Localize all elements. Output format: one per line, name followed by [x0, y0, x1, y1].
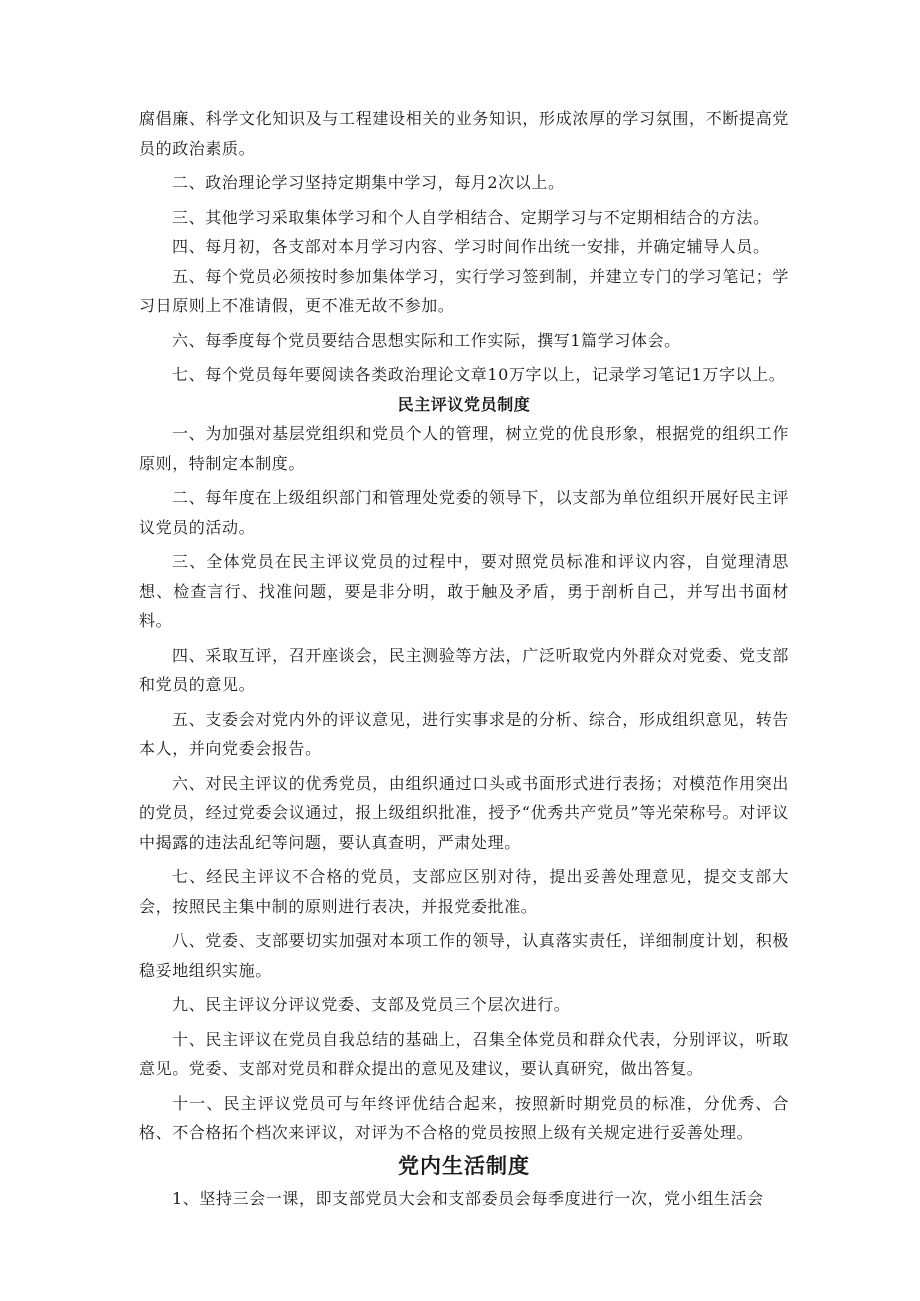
- paragraph: 十、民主评议在党员自我总结的基础上，召集全体党员和群众代表，分别评议，听取意见。党委、支部对党员和群众提出的意见及建议，要认真研究，做出答复。: [139, 1029, 789, 1078]
- paragraph: 二、政治理论学习坚持定期集中学习，每月2次以上。: [172, 173, 565, 192]
- paragraph: 七、经民主评议不合格的党员，支部应区别对待，提出妥善处理意见，提交支部大会，按照民主集中制的原则进行表决，并报党委批准。: [139, 867, 789, 916]
- paragraph: 二、每年度在上级组织部门和管理处党委的领导下，以支部为单位组织开展好民主评议党员的活动。: [139, 488, 789, 537]
- paragraph: 1、坚持三会一课，即支部党员大会和支部委员会每季度进行一次，党小组生活会: [172, 1188, 764, 1208]
- document-body: [139, 104, 789, 1213]
- paragraph: 一、为加强对基层党组织和党员个人的管理，树立党的优良形象，根据党的组织工作原则，特制定本制度。: [139, 424, 789, 473]
- paragraph: 八、党委、支部要切实加强对本项工作的领导，认真落实责任，详细制度计划，积极稳妥地组织实施。: [139, 931, 789, 980]
- paragraph: 五、每个党员必须按时参加集体学习，实行学习签到制，并建立专门的学习笔记；学习日原则上不准请假，更不准无故不参加。: [139, 266, 789, 315]
- paragraph: 三、全体党员在民主评议党员的过程中，要对照党员标准和评议内容，自觉理清思想、检查言行、找准问题，要是非分明，敢于触及矛盾，勇于剖析自己，并写出书面材料。: [139, 552, 789, 630]
- paragraph: 十一、民主评议党员可与年终评优结合起来，按照新时期党员的标准，分优秀、合格、不合格拓个档次来评议，对评为不合格的党员按照上级有关规定进行妥善处理。: [139, 1093, 789, 1142]
- section-title-democratic-evaluation: 民主评议党员制度: [397, 394, 531, 414]
- paragraph: 六、每季度每个党员要结合思想实际和工作实际，撰写1篇学习体会。: [172, 330, 681, 350]
- section-title-party-life: 党内生活制度: [398, 1152, 530, 1178]
- paragraph: 四、采取互评，召开座谈会，民主测验等方法，广泛听取党内外群众对党委、党支部和党员的意见。: [139, 645, 789, 694]
- paragraph: 九、民主评议分评议党委、支部及党员三个层次进行。: [172, 995, 571, 1014]
- paragraph-continued: 腐倡廉、科学文化知识及与工程建设相关的业务知识，形成浓厚的学习氛围，不断提高党员的政治素质。: [139, 109, 789, 158]
- paragraph: 六、对民主评议的优秀党员，由组织通过口头或书面形式进行表扬；对模范作用突出的党员，经过党委会议通过，报上级组织批准，授予“优秀共产党员”等光荣称号。对评议中揭露的违法乱纪等问题，要认真查明，严肃处理。: [139, 773, 789, 852]
- paragraph: 四、每月初，各支部对本月学习内容、学习时间作出统一安排，并确定辅导人员。: [172, 237, 770, 256]
- paragraph: 七、每个党员每年要阅读各类政治理论文章10万字以上，记录学习笔记1万字以上。: [172, 365, 786, 384]
- paragraph: 三、其他学习采取集体学习和个人自学相结合、定期学习与不定期相结合的方法。: [172, 207, 770, 227]
- paragraph: 五、支委会对党内外的评议意见，进行实事求是的分析、综合，形成组织意见，转告本人，并向党委会报告。: [139, 709, 789, 758]
